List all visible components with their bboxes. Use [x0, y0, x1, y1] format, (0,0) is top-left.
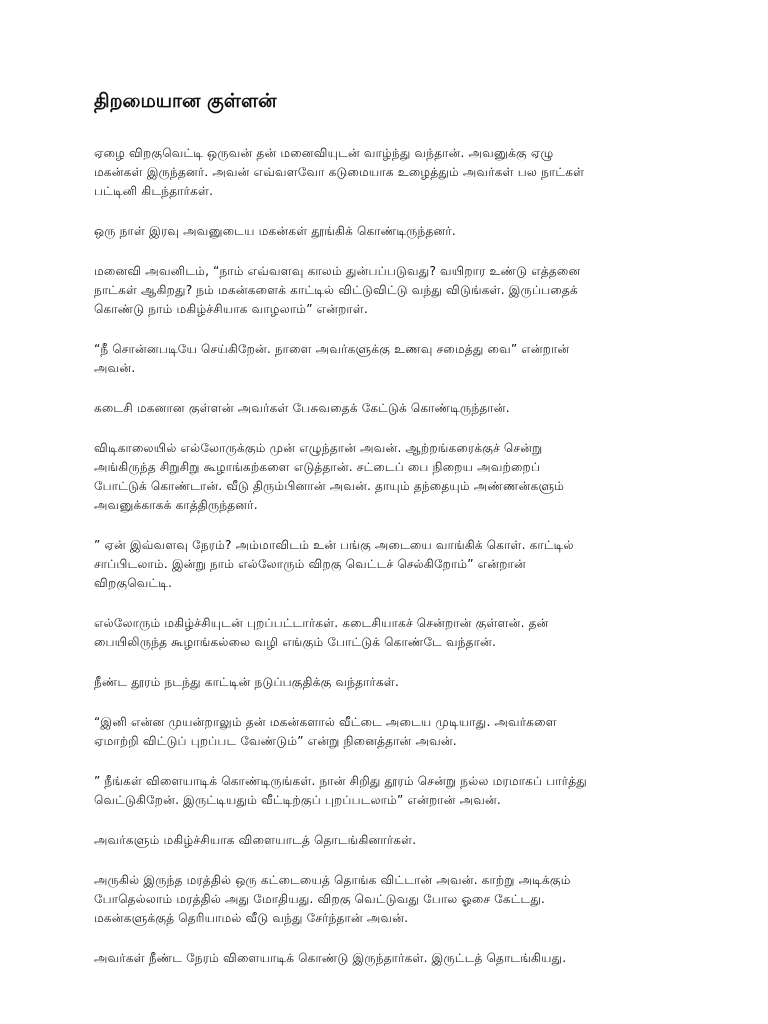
- paragraph-line: அருகில் இருந்த மரத்தில் ஒரு கட்டையைத் தொங்க விட்டான் அவன். காற்று அடிக்கும்: [94, 873, 571, 887]
- paragraph-line: மகன்கள் இருந்தனர். அவன் எவ்வளவோ கடுமையாக உழைத்தும் அவர்கள் பல நாட்கள்: [94, 165, 585, 179]
- paragraph-line: ” நீங்கள் விளையாடிக் கொண்டிருங்கள். நான் சிறிது தூரம் சென்று நல்ல மரமாகப் பார்த்து: [94, 774, 587, 788]
- paragraph-line: அவர்களும் மகிழ்ச்சியாக விளையாடத் தொடங்கினார்கள்.: [94, 833, 417, 847]
- paragraph-line: மனைவி அவனிடம், “நாம் எவ்வளவு காலம் துன்பப்படுவது? வயிறார உண்டு எத்தனை: [94, 264, 581, 278]
- paragraph-line: அங்கிருந்த சிறுசிறு கூழாங்கற்களை எடுத்தான். சட்டைப் பை நிறைய அவற்றைப்: [94, 460, 541, 474]
- story-paragraph: [94, 340, 674, 378]
- document-page: [94, 88, 674, 989]
- paragraph-line: “இனி என்ன முயன்றாலும் தன் மகன்களால் வீட்டை அடைய முடியாது. அவர்களை: [94, 715, 557, 729]
- story-paragraph: [94, 144, 674, 201]
- paragraph-line: பையிலிருந்த கூழாங்கல்லை வழி எங்கும் போட்டுக் கொண்டே வந்தான்.: [94, 635, 496, 649]
- paragraph-line: போதெல்லாம் மரத்தில் அது மோதியது. விறகு வெட்டுவது போல ஓசை கேட்டது.: [94, 892, 545, 906]
- story-paragraph: [94, 262, 674, 319]
- paragraph-line: மகன்களுக்குத் தெரியாமல் வீடு வந்து சேர்ந்தான் அவன்.: [94, 911, 409, 925]
- story-paragraph: [94, 772, 674, 810]
- paragraph-line: கடைசி மகனான குள்ளன் அவர்கள் பேசுவதைக் கேட்டுக் கொண்டிருந்தான்.: [94, 401, 510, 415]
- paragraph-line: ஒரு நாள் இரவு அவனுடைய மகன்கள் தூங்கிக் கொண்டிருந்தனர்.: [94, 224, 456, 238]
- paragraph-line: ஏமாற்றி விட்டுப் புறப்பட வேண்டும்” என்று நினைத்தான் அவன்.: [94, 734, 457, 748]
- paragraph-line: ஏழை விறகுவெட்டி ஒருவன் தன் மனைவியுடன் வாழ்ந்து வந்தான். அவனுக்கு ஏழு: [94, 146, 554, 160]
- story-body: [94, 144, 674, 968]
- paragraph-line: வெட்டுகிறேன். இருட்டியதும் வீட்டிற்குப் புறப்படலாம்” என்றான் அவன்.: [94, 793, 501, 807]
- paragraph-line: நாட்கள் ஆகிறது? நம் மகன்களைக் காட்டில் விட்டுவிட்டு வந்து விடுங்கள். இருப்பதைக்: [94, 283, 578, 297]
- story-paragraph: [94, 713, 674, 751]
- story-paragraph: [94, 439, 674, 515]
- paragraph-line: சாப்பிடலாம். இன்று நாம் எல்லோரும் விறகு வெட்டச் செல்கிறோம்” என்றான்: [94, 557, 526, 571]
- story-paragraph: [94, 673, 674, 692]
- story-paragraph: [94, 399, 674, 418]
- story-paragraph: [94, 536, 674, 593]
- story-paragraph: [94, 871, 674, 928]
- story-paragraph: [94, 222, 674, 241]
- paragraph-line: பட்டினி கிடந்தார்கள்.: [94, 184, 214, 198]
- paragraph-line: நீண்ட தூரம் நடந்து காட்டின் நடுப்பகுதிக்கு வந்தார்கள்.: [94, 675, 399, 689]
- paragraph-line: விறகுவெட்டி.: [94, 576, 173, 590]
- paragraph-line: ” ஏன் இவ்வளவு நேரம்? அம்மாவிடம் உன் பங்கு அடையை வாங்கிக் கொள். காட்டில்: [94, 538, 574, 552]
- paragraph-line: அவர்கள் நீண்ட நேரம் விளையாடிக் கொண்டு இருந்தார்கள். இருட்டத் தொடங்கியது.: [94, 951, 567, 965]
- paragraph-line: கொண்டு நாம் மகிழ்ச்சியாக வாழலாம்” என்றாள்.: [94, 302, 368, 316]
- paragraph-line: போட்டுக் கொண்டான். வீடு திரும்பினான் அவன். தாயும் தந்தையும் அண்ணன்களும்: [94, 479, 565, 493]
- paragraph-line: அவன்.: [94, 361, 136, 375]
- paragraph-line: விடிகாலையில் எல்லோருக்கும் முன் எழுந்தான் அவன். ஆற்றங்கரைக்குச் சென்று: [94, 441, 543, 455]
- paragraph-line: “நீ சொன்னபடியே செய்கிறேன். நாளை அவர்களுக்கு உணவு சமைத்து வை” என்றான்: [94, 342, 570, 356]
- story-title: திறமையான குள்ளன்: [94, 90, 277, 112]
- story-paragraph: [94, 831, 674, 850]
- paragraph-line: எல்லோரும் மகிழ்ச்சியுடன் புறப்பட்டார்கள். கடைசியாகச் சென்றான் குள்ளன். தன்: [94, 616, 549, 630]
- paragraph-line: அவனுக்காகக் காத்திருந்தனர்.: [94, 498, 258, 512]
- story-paragraph: [94, 614, 674, 652]
- story-paragraph: [94, 949, 674, 968]
